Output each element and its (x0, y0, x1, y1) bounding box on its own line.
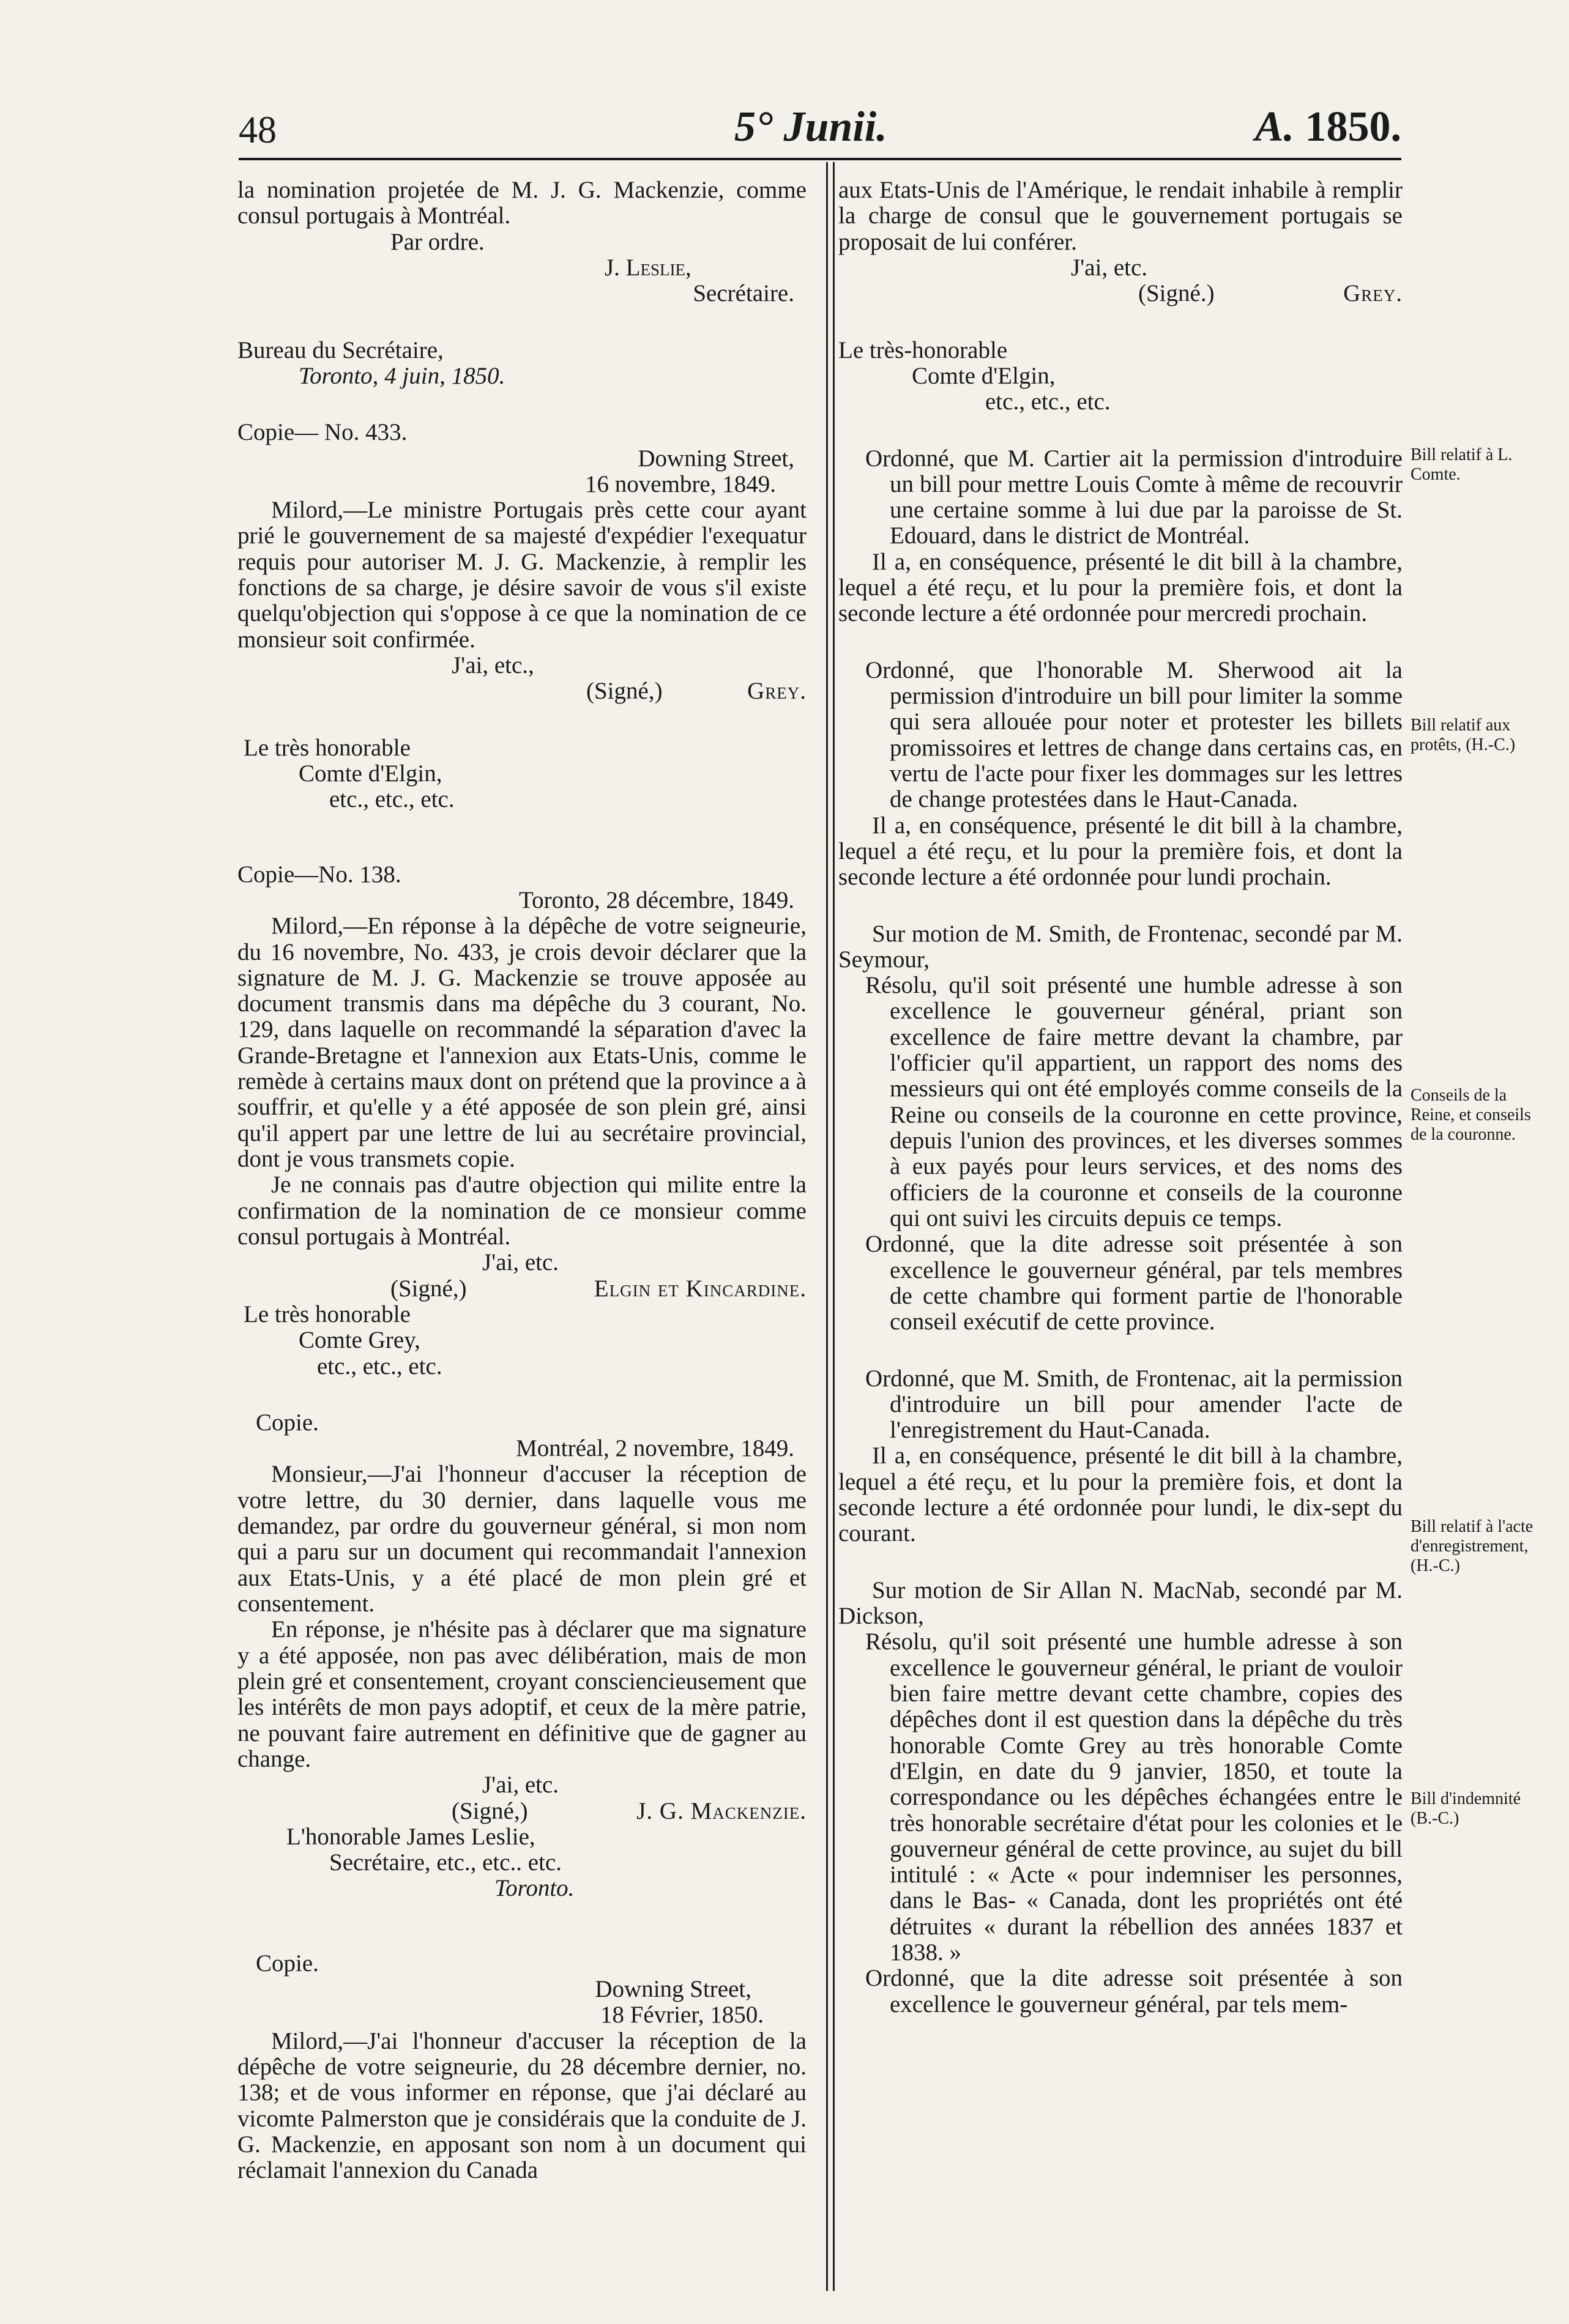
text-line: J'ai, etc. (482, 1772, 559, 1799)
margin-note-comte: Bill relatif à L. Comte. (1411, 445, 1513, 484)
margin-note-conseils: Conseils de la Reine, et conseils de la couronne. (1411, 1086, 1531, 1145)
letter-paragraph: aux Etats-Unis de l'Amérique, le rendait inhabile à remplir la charge de consul que le gouvernement portugais se proposait de lui conférer. (838, 177, 1403, 255)
dateline: 16 novembre, 1849. (585, 470, 776, 497)
resolution-paragraph: Résolu, qu'il soit présenté une humble adresse à son excellence le gouverneur général, priant son excellence de faire mettre devant la chambre, par l'officier qu'il appartient, un rapport des noms des messieurs qui ont été employés comme conseils de la Reine ou conseils de la couronne en cette province, depuis l'union des provinces, et les diverses sommes à eux payés pour leurs services, et des noms des officiers de la couronne et conseils de la couronne qui ont suivi les circuits depuis ce temps. (865, 972, 1403, 1231)
signature: Grey. (1343, 280, 1403, 307)
text-line: etc., etc., etc. (329, 786, 455, 813)
margin-note-enregistrement: Bill relatif à l'acte d'enregistrement, (H.-C.) (1411, 1517, 1534, 1576)
text-line: Par ordre. (390, 228, 485, 255)
text-line: Toronto, 4 juin, 1850. (299, 362, 505, 389)
signed-label: (Signé,) (452, 1797, 528, 1824)
text-line: J'ai, etc. (482, 1249, 559, 1276)
copy-heading: Copie. (256, 1409, 319, 1436)
text-line: Secrétaire, etc., etc.. etc. (329, 1849, 562, 1876)
page-number: 48 (239, 110, 277, 151)
signature-line (838, 281, 1403, 306)
year-prefix: A. (1254, 103, 1294, 150)
resolution-paragraph: Résolu, qu'il soit présenté une humble adresse à son excellence le gouverneur général, le priant de vouloir bien faire mettre devant cette chambre, copies des dépêches dont il est question dans la dépêche du très honorable Comte Grey au très honorable Comte d'Elgin, en date du 9 janvier, 1850, et toute la correspondance ou les dépêches échangées entre le très honorable secrétaire d'état pour les colonies et le gouverneur général de cette province, au sujet du bill intitulé : « Acte « pour indemniser les personnes, dans le Bas- « Canada, dont les propriétés ont été détruites « durant la rébellion des années 1837 et 1838. » (865, 1628, 1403, 1966)
page-year (1255, 104, 1401, 150)
text-line: Comte Grey, (299, 1327, 420, 1354)
text-line: Le très honorable (244, 1301, 411, 1327)
signed-label: (Signé,) (390, 1275, 467, 1302)
text-line: etc., etc., etc. (317, 1353, 442, 1379)
signature: Elgin et Kincardine. (594, 1275, 807, 1302)
letter-paragraph: En réponse, je n'hésite pas à déclarer que ma signature y a été apposée, non pas avec délibération, mais de mon plein gré et consentement, croyant consciencieusement que les intérêts de mon pays adoptif, et ceux de la mère patrie, ne pouvant faire autrement en définitive que de gagner au change. (237, 1616, 807, 1772)
margin-note-indemnite: Bill d'indemnité (B.-C.) (1411, 1789, 1521, 1828)
copy-heading: Copie— No. 433. (237, 419, 408, 446)
text-line: L'honorable James Leslie, (286, 1823, 535, 1850)
text-line: Le très honorable (244, 734, 411, 761)
signed-label: (Signé,) (586, 678, 663, 705)
text-line: etc., etc., etc. (985, 388, 1111, 415)
order-paragraph: Il a, en conséquence, présenté le dit bill à la chambre, lequel a été reçu, et lu pour la première fois, et dont la seconde lecture a été ordonnée pour mercredi prochain. (838, 548, 1403, 627)
order-paragraph: Ordonné, que l'honorable M. Sherwood ait la permission d'introduire un bill pour limiter la somme qui sera allouée pour noter et protester les billets promissoires et lettres de change dans certains cas, en vertu de l'acte pour fixer les dommages sur les lettres de change protestées dans le Haut-Canada. (865, 656, 1403, 813)
order-paragraph: Ordonné, que M. Smith, de Frontenac, ait la permission d'introduire un bill pour amender l'acte de l'enregistrement du Haut-Canada. (865, 1365, 1403, 1444)
dateline: Toronto, 28 décembre, 1849. (519, 886, 794, 913)
column-divider (826, 162, 835, 2291)
text-line: Comte d'Elgin, (912, 362, 1056, 389)
paragraph: la nomination projetée de M. J. G. Mackenzie, comme consul portugais à Montréal. (237, 177, 807, 229)
page-date: 5° Junii. (734, 103, 887, 150)
signature-line (237, 1799, 807, 1824)
signature: J. Leslie, (605, 254, 691, 281)
signature-title: Secrétaire. (693, 280, 794, 307)
order-paragraph: Il a, en conséquence, présenté le dit bill à la chambre, lequel a été reçu, et lu pour la première fois, et dont la seconde lecture a été ordonnée pour lundi prochain. (838, 812, 1403, 891)
dateline: Downing Street, (638, 445, 794, 472)
left-column (237, 177, 807, 2184)
order-paragraph: Ordonné, que la dite adresse soit présentée à son excellence le gouverneur général, par tels membres de cette chambre qui forment partie de l'honorable conseil exécutif de cette province. (865, 1231, 1403, 1335)
dateline: 18 Février, 1850. (600, 2002, 764, 2029)
letter-paragraph: Monsieur,—J'ai l'honneur d'accuser la réception de votre lettre, du 30 dernier, dans laquelle vous me demandez, par ordre du gouverneur général, si mon nom qui a paru sur un document qui recommandait l'annexion aux Etats-Unis, y a été placé de mon plein gré et consentement. (237, 1461, 807, 1617)
dateline: Montréal, 2 novembre, 1849. (516, 1435, 794, 1462)
motion-paragraph: Sur motion de M. Smith, de Frontenac, secondé par M. Seymour, (838, 920, 1403, 973)
letter-paragraph: Je ne connais pas d'autre objection qui milite entre la confirmation de la nomination de ce monsieur comme consul portugais à Montréal. (237, 1171, 807, 1250)
text-line: Le très-honorable (838, 336, 1008, 363)
right-column (838, 177, 1403, 2018)
header-rule (239, 158, 1401, 160)
text-line: Toronto. (494, 1875, 575, 1902)
margin-note-protets: Bill relatif aux protêts, (H.-C.) (1411, 716, 1516, 755)
order-paragraph: Il a, en conséquence, présenté le dit bill à la chambre, lequel a été reçu, et lu pour la première fois, et dont la seconde lecture a été ordonnée pour lundi, le dix-sept du courant. (838, 1442, 1403, 1547)
year-value: 1850. (1305, 103, 1401, 150)
letter-paragraph: Milord,—En réponse à la dépêche de votre seigneurie, du 16 novembre, No. 433, je crois devoir déclarer que la signature de M. J. G. Mackenzie se trouve apposée au document transmis dans ma dépêche du 3 courant, No. 129, dans laquelle on recommandé la séparation d'avec la Grande-Bretagne et l'annexion aux Etats-Unis, comme le remède à certains maux dont on prétend que la province a à souffrir, et qu'elle y a été apposée de son plein gré, ainsi qu'il appert par une lettre de lui au secrétaire provincial, dont je vous transmets copie. (237, 913, 807, 1172)
text-line: J'ai, etc., (452, 652, 534, 678)
letter-paragraph: Milord,—J'ai l'honneur d'accuser la réception de la dépêche de votre seigneurie, du 28 décembre dernier, no. 138; et de vous informer en réponse, que j'ai déclaré au vicomte Palmerston que je considérais que la conduite de J. G. Mackenzie, en apposant son nom à un document qui réclamait l'annexion du Canada (237, 2027, 807, 2184)
signed-label: (Signé.) (1138, 280, 1215, 307)
signature-line (237, 678, 807, 704)
motion-paragraph: Sur motion de Sir Allan N. MacNab, secondé par M. Dickson, (838, 1576, 1403, 1629)
page-header (239, 86, 1401, 151)
letter-paragraph: Milord,—Le ministre Portugais près cette cour ayant prié le gouvernement de sa majesté d'expédier l'exequatur requis pour autoriser M. J. G. Mackenzie, à remplir les fonctions de sa charge, je désire savoir de vous s'il existe quelqu'objection qui s'oppose à ce que la nomination de ce monsieur soit confirmée. (237, 497, 807, 653)
order-paragraph: Ordonné, que M. Cartier ait la permission d'introduire un bill pour mettre Louis Comte à même de recouvrir une certaine somme à lui due par la paroisse de St. Edouard, dans le district de Montréal. (865, 445, 1403, 549)
text-line: Bureau du Secrétaire, (237, 336, 444, 363)
text-line: Comte d'Elgin, (299, 760, 442, 787)
signature-line (237, 1276, 807, 1302)
signature: J. G. Mackenzie. (636, 1797, 807, 1824)
text-line: J'ai, etc. (1071, 254, 1148, 281)
copy-heading: Copie. (256, 1950, 319, 1977)
dateline: Downing Street, (595, 1976, 751, 2003)
signature: Grey. (747, 678, 807, 705)
copy-heading: Copie—No. 138. (237, 861, 401, 888)
order-paragraph: Ordonné, que la dite adresse soit présentée à son excellence le gouverneur général, par tels mem- (865, 1965, 1403, 2018)
